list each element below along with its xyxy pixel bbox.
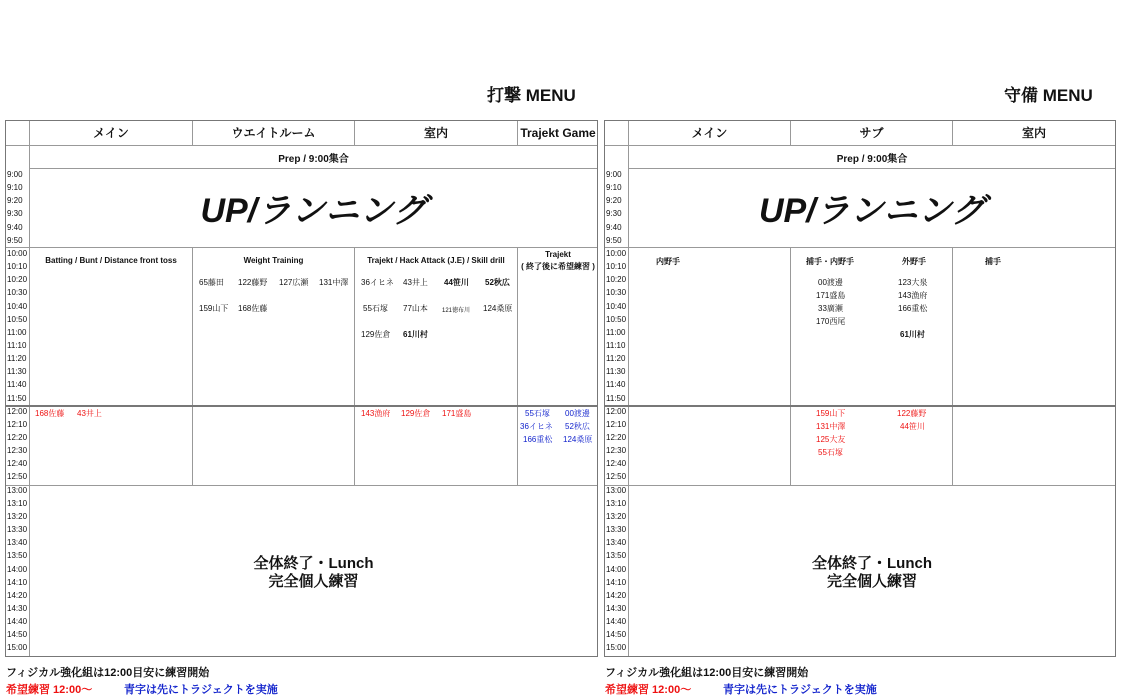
time-label: 14:50 [606, 630, 627, 640]
subheading-trajekt-note: ( 終了後に希望練習 ) [521, 262, 595, 271]
player-name: 123大泉 [898, 278, 928, 287]
time-label: 10:50 [606, 314, 627, 324]
time-label: 9:20 [7, 196, 23, 206]
player-name: 159山下 [199, 304, 229, 313]
prep-label: Prep / 9:00集合 [836, 154, 908, 165]
player-name: 55石塚 [363, 304, 388, 313]
defense-schedule-table [604, 120, 1116, 657]
player-name: 166重松 [523, 435, 553, 444]
player-name: 52秋広 [565, 422, 590, 431]
player-name: 121徳布川 [442, 308, 471, 314]
time-label: 9:40 [606, 222, 622, 232]
time-label: 11:50 [7, 393, 27, 403]
batting-schedule-table [5, 120, 598, 657]
subheading-outfield: 外野手 [902, 257, 926, 266]
time-label: 9:10 [7, 183, 23, 193]
player-name: 129佐倉 [361, 330, 391, 339]
time-label: 9:50 [7, 235, 23, 245]
player-name: 159山下 [816, 409, 846, 418]
time-label: 10:30 [7, 288, 28, 298]
physical-group-note: フィジカル強化組は12:00目安に練習開始 [6, 667, 210, 679]
player-name: 36イヒネ [361, 278, 394, 287]
column-header-trajekt-game: Trajekt Game [520, 126, 596, 140]
player-name: 131中澤 [319, 278, 349, 287]
player-name: 61川村 [403, 330, 428, 339]
player-name: 65藤田 [199, 278, 224, 287]
time-label: 11:40 [7, 380, 27, 390]
time-label: 10:10 [7, 262, 28, 272]
player-name: 44笹川 [444, 278, 469, 287]
batting-menu-heading: 打撃 MENU [487, 86, 576, 105]
time-label: 13:50 [7, 551, 28, 561]
player-name: 168佐藤 [35, 409, 65, 418]
time-label: 14:30 [7, 603, 28, 613]
column-header-indoor: 室内 [1021, 126, 1046, 140]
physical-group-note: フィジカル強化組は12:00目安に練習開始 [605, 667, 809, 679]
time-label: 13:30 [7, 525, 28, 535]
lunch-label: 全体終了・Lunch [812, 555, 932, 572]
time-label: 11:50 [606, 393, 626, 403]
time-label: 14:00 [606, 564, 627, 574]
time-label: 12:10 [7, 419, 28, 429]
time-label: 14:20 [7, 590, 28, 600]
player-name: 55石塚 [818, 448, 843, 457]
subheading-catcher-infield: 捕手・内野手 [806, 257, 854, 266]
column-header-sub: サブ [859, 126, 884, 140]
player-name: 127広瀬 [279, 278, 309, 287]
optional-practice-note: 希望練習 12:00〜 [605, 684, 692, 696]
time-label: 12:10 [606, 419, 627, 429]
subheading-batting: Batting / Bunt / Distance front toss [45, 256, 177, 265]
column-header-main: メイン [93, 126, 129, 140]
time-label: 12:30 [606, 446, 627, 456]
blue-text-note: 青字は先にトラジェクトを実施 [124, 684, 278, 696]
player-name: 143漁府 [898, 291, 928, 300]
time-label: 10:50 [7, 314, 28, 324]
player-name: 170西尾 [816, 317, 846, 326]
individual-practice-label: 完全個人練習 [826, 573, 917, 590]
time-label: 13:40 [606, 538, 627, 548]
subheading-trajekt: Trajekt [545, 250, 571, 259]
player-name: 124桑原 [563, 435, 593, 444]
player-name: 77山本 [403, 304, 428, 313]
time-label: 11:10 [606, 340, 626, 350]
player-name: 171盛島 [816, 291, 846, 300]
player-name: 33廣瀬 [818, 304, 843, 313]
time-label: 15:00 [606, 643, 627, 653]
lunch-label: 全体終了・Lunch [253, 555, 374, 572]
time-label: 12:40 [7, 459, 28, 469]
time-label: 11:40 [606, 380, 626, 390]
time-label: 10:00 [7, 248, 28, 258]
subheading-infield: 内野手 [656, 257, 680, 266]
time-label: 14:50 [7, 630, 28, 640]
player-name: 00渡邊 [818, 278, 843, 287]
time-label: 9:20 [606, 196, 622, 206]
time-label: 14:10 [7, 577, 28, 587]
player-name: 129佐倉 [401, 409, 431, 418]
time-label: 10:10 [606, 262, 627, 272]
time-label: 13:10 [606, 498, 627, 508]
time-label: 9:30 [7, 209, 23, 219]
time-label: 13:30 [606, 525, 627, 535]
time-label: 11:30 [606, 367, 626, 377]
time-label: 13:20 [606, 511, 627, 521]
time-label: 9:00 [7, 170, 23, 179]
player-name: 168佐藤 [238, 304, 268, 313]
time-label: 10:20 [7, 275, 28, 285]
time-label: 11:30 [7, 367, 27, 377]
player-name: 166重松 [898, 304, 928, 313]
time-label: 14:40 [7, 617, 28, 627]
time-label: 13:50 [606, 551, 627, 561]
time-label: 11:20 [606, 354, 626, 364]
column-header-indoor: 室内 [423, 126, 448, 140]
blue-text-note: 青字は先にトラジェクトを実施 [723, 684, 877, 696]
time-label: 9:50 [606, 235, 622, 245]
time-label: 9:30 [606, 209, 622, 219]
defense-menu-heading: 守備 MENU [1004, 86, 1093, 105]
optional-practice-note: 希望練習 12:00〜 [6, 684, 93, 696]
time-label: 9:40 [7, 222, 23, 232]
time-label: 12:40 [606, 459, 627, 469]
time-label: 15:00 [7, 643, 28, 653]
time-label: 12:00 [7, 406, 28, 416]
time-label: 14:30 [606, 603, 627, 613]
warmup-running-label: UP/ランニング [200, 192, 427, 230]
time-label: 12:50 [606, 472, 627, 482]
player-name: 124桑原 [483, 304, 513, 313]
time-label: 13:00 [7, 485, 28, 495]
player-name: 131中澤 [816, 422, 846, 431]
time-label: 14:00 [7, 564, 28, 574]
time-label: 14:40 [606, 617, 627, 627]
player-name: 00渡邊 [565, 409, 590, 418]
player-name: 122藤野 [897, 409, 927, 418]
player-name: 125大友 [816, 435, 846, 444]
subheading-catcher: 捕手 [985, 257, 1001, 266]
time-label: 12:00 [606, 406, 627, 416]
time-label: 13:40 [7, 538, 28, 548]
time-label: 10:00 [606, 248, 627, 258]
column-header-main: メイン [691, 126, 728, 140]
time-label: 9:10 [606, 183, 622, 193]
subheading-trajekt-drill: Trajekt / Hack Attack (J.E) / Skill drill [367, 256, 505, 265]
individual-practice-label: 完全個人練習 [268, 573, 359, 590]
player-name: 55石塚 [525, 409, 550, 418]
time-label: 14:20 [606, 590, 627, 600]
player-name: 122藤野 [238, 278, 268, 287]
time-label: 12:20 [606, 433, 627, 442]
time-label: 13:00 [606, 485, 627, 495]
time-label: 10:40 [7, 301, 28, 311]
subheading-weight-training: Weight Training [243, 256, 304, 265]
player-name: 44笹川 [900, 422, 925, 431]
time-label: 12:20 [7, 433, 28, 442]
player-name: 36イヒネ [520, 422, 553, 431]
time-label: 10:30 [606, 288, 627, 298]
time-label: 11:20 [7, 354, 27, 364]
time-label: 12:30 [7, 446, 28, 456]
time-label: 10:40 [606, 301, 627, 311]
time-label: 10:20 [606, 275, 627, 285]
time-label: 13:10 [7, 498, 28, 508]
column-header-weight-room: ウエイトルーム [231, 126, 316, 140]
warmup-running-label: UP/ランニング [759, 192, 985, 230]
player-name: 43井上 [77, 409, 102, 418]
time-label: 13:20 [7, 511, 28, 521]
player-name: 171盛島 [442, 409, 472, 418]
time-label: 11:00 [7, 327, 27, 337]
player-name: 61川村 [900, 330, 925, 339]
player-name: 143漁府 [361, 409, 391, 418]
time-label: 11:00 [606, 327, 626, 337]
player-name: 43井上 [403, 278, 428, 287]
time-label: 11:10 [7, 340, 27, 350]
time-label: 14:10 [606, 577, 627, 587]
prep-label: Prep / 9:00集合 [278, 154, 349, 165]
time-label: 12:50 [7, 472, 28, 482]
time-label: 9:00 [606, 170, 622, 179]
player-name: 52秋広 [485, 278, 510, 287]
